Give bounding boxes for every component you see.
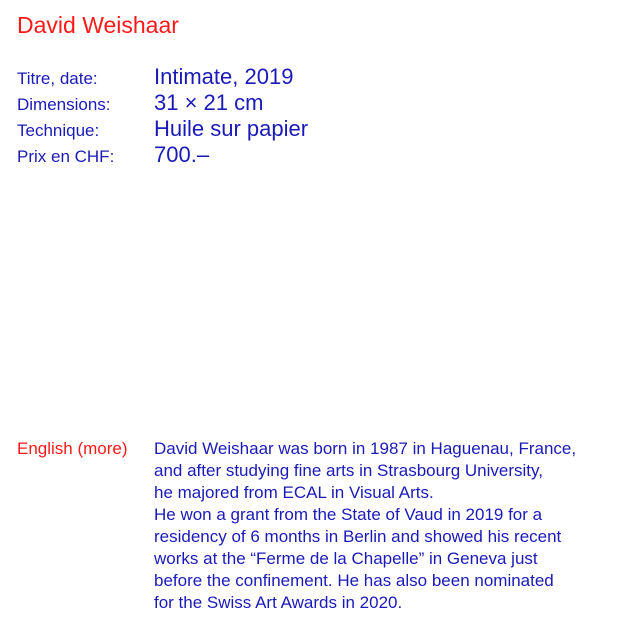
detail-row-title-date [17,64,308,90]
bio-line: for the Swiss Art Awards in 2020. [154,593,403,612]
artist-bio [17,438,624,614]
detail-label: Technique: [17,121,100,140]
detail-label: Dimensions: [17,95,111,114]
bio-text [154,438,624,614]
detail-row-dimensions [17,90,308,116]
detail-value: Huile sur papier [154,116,309,141]
artwork-details [17,64,308,168]
detail-value: 31 × 21 cm [154,90,264,115]
bio-line: before the confinement. He has also been nominated [154,571,554,590]
detail-value: 700.– [154,142,210,167]
bio-line: he majored from ECAL in Visual Arts. [154,483,434,502]
detail-label: Prix en CHF: [17,147,115,166]
artist-name: David Weishaar [17,12,179,38]
bio-line: residency of 6 months in Berlin and showed his recent [154,527,562,546]
bio-line: David Weishaar was born in 1987 in Haguenau, France, [154,439,577,458]
detail-value: Intimate, 2019 [154,64,294,89]
english-more-link[interactable]: English (more) [17,439,128,458]
bio-line: He won a grant from the State of Vaud in 2019 for a [154,505,543,524]
detail-row-price [17,142,308,168]
bio-line: works at the “Ferme de la Chapelle” in Geneva just [154,549,538,568]
detail-row-technique [17,116,308,142]
bio-line: and after studying fine arts in Strasbourg University, [154,461,543,480]
detail-label: Titre, date: [17,69,98,88]
